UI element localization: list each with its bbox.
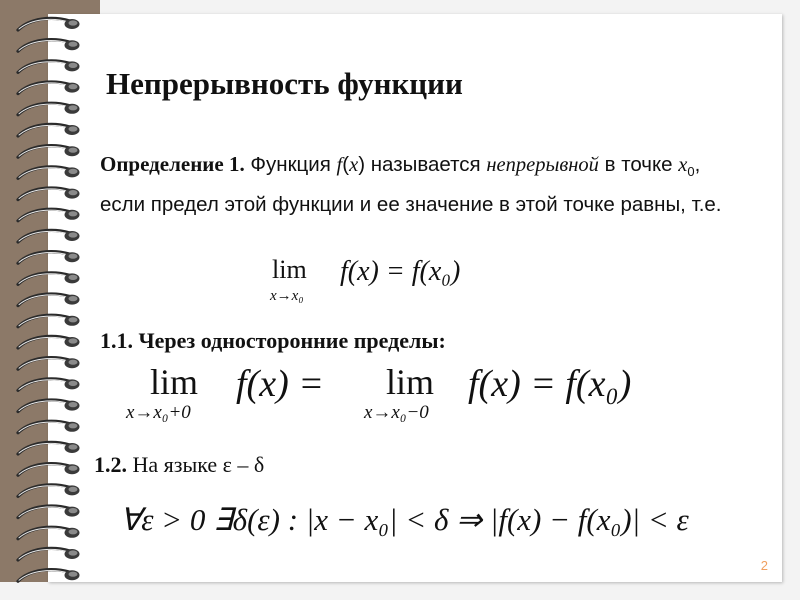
section-1-1-label: 1.1. Через односторонние пределы: [100,328,446,353]
spiral-ring [18,358,80,370]
spiral-ring [18,252,80,264]
definition-x0: x [678,154,688,176]
spiral-ring [18,336,80,348]
definition-text-4: , если предел этой функции и ее значение в этой точке равны, т.е. [100,153,722,217]
spiral-ring [18,570,80,582]
formula-continuity [268,250,548,308]
definition-x0-sub: 0 [687,164,695,180]
spiral-ring [18,506,80,518]
spiral-ring [18,400,80,412]
spiral-binding [0,0,100,600]
spiral-ring [18,103,80,115]
spiral-ring [18,188,80,200]
definition-paragraph: Определение 1. Функция f(x) называется непрерывной в точке $x_0$, если предел этой функции и ее значение в этой точке равны, т.е. [100,152,722,217]
definition-text-2: называется [365,153,487,176]
spiral-ring [18,146,80,158]
formula-2-sub-right: x→x₀−0 [364,402,429,423]
spiral-ring [18,527,80,539]
spiral-ring [18,464,80,476]
formula-2-expr-mid: f(x) = [236,363,324,405]
spiral-ring [18,442,80,454]
definition-label: Определение 1. [100,152,245,176]
spiral-ring [18,379,80,391]
formula-1-lim: lim [272,255,307,284]
formula-2-sub-left: x→x₀+0 [126,402,191,423]
definition-text-3: в точке [598,153,679,176]
spiral-ring [18,18,80,30]
spiral-ring [18,294,80,306]
definition-emphasis: непрерывной [486,154,599,176]
formula-one-sided-limits [124,356,704,428]
formula-2-expr-right: f(x) = f(x₀) [468,363,632,405]
spiral-ring [18,485,80,497]
definition-text-1: Функция [244,153,337,176]
spiral-ring [18,82,80,94]
formula-1-subscript: x→x₀ [270,288,304,304]
definition-x: x [349,154,359,176]
formula-3-expression: ∀ε > 0 ∃δ(ε) : |x − x₀| < δ ⇒ |f(x) − f(x₀)| < ε [120,502,689,537]
spiral-ring [18,421,80,433]
definition-f: f [336,154,343,176]
section-1-2-text: На языке ε – δ [127,452,265,477]
formula-1-expression: f(x) = f(x₀) [340,256,461,287]
spiral-ring [18,230,80,242]
spiral-ring [18,124,80,136]
formula-2-lim-left: lim [150,362,199,402]
spiral-ring [18,40,80,52]
section-1-1-heading [100,328,446,354]
page-title: Непрерывность функции [106,66,463,101]
spiral-ring [18,167,80,179]
spiral-ring [18,209,80,221]
formula-2-lim-right: lim [386,362,435,402]
section-1-2-heading [94,452,264,478]
formula-epsilon-delta [118,496,768,546]
spiral-ring [18,315,80,327]
slide-number: 2 [760,558,768,573]
spiral-ring [18,273,80,285]
section-1-2-label: 1.2. [94,452,127,477]
spiral-ring [18,61,80,73]
spiral-ring [18,548,80,560]
